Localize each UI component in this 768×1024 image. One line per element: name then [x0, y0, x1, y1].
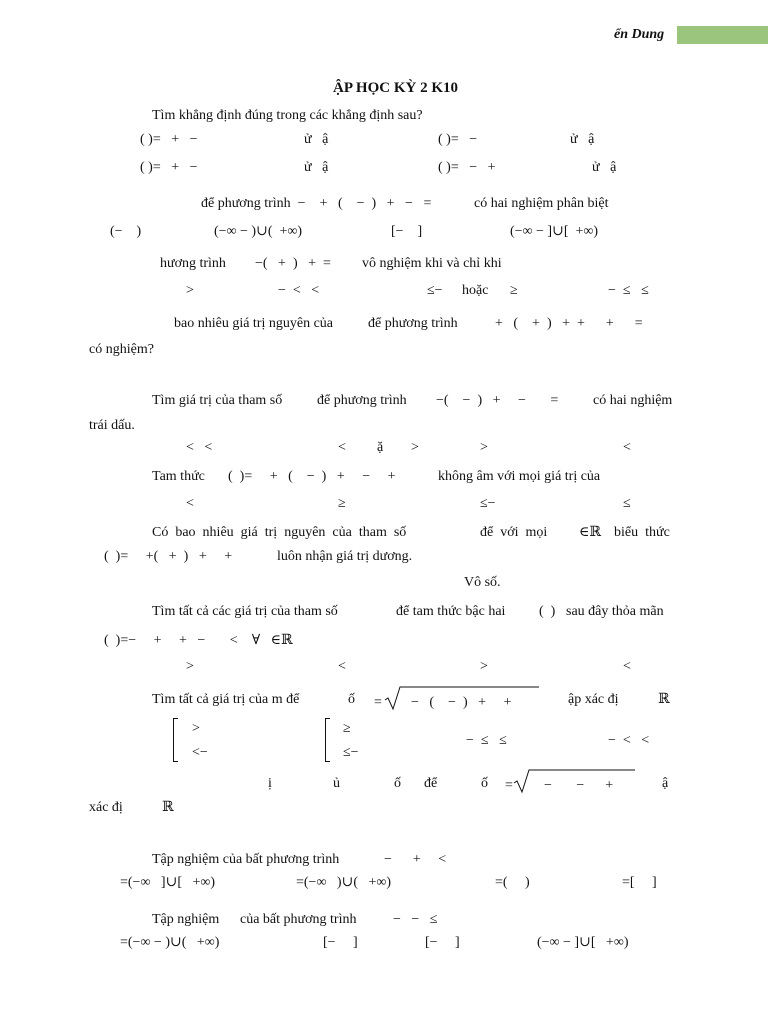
q8-option-b: < [338, 659, 346, 674]
q4-stem-equation: + ( + ) + + + = [495, 316, 643, 331]
q5-stem-equation: −( − ) + − = [436, 393, 559, 408]
q10-stem-radicand: − − + [544, 778, 614, 793]
q5-option-c: > [480, 440, 488, 455]
q11-stem-a: Tập nghiệm của bất phương trình [152, 852, 340, 867]
q10-stem-h: ậ [662, 776, 669, 791]
q4-stem-b: để phương trình [368, 316, 458, 331]
q7-stem-equation: ( )= +( + ) + + [104, 549, 233, 564]
q3-stem-a: hương trình [160, 256, 226, 271]
q5-stem-a: Tìm giá trị của tham số [152, 393, 283, 408]
q5-option-b3: > [411, 440, 419, 455]
page-title: ẬP HỌC KỲ 2 K10 [333, 80, 459, 96]
q1-option-b: ( )= − [438, 132, 478, 147]
q9-stem-f: ℝ [658, 692, 670, 707]
q5-option-b1: < [338, 440, 346, 455]
q5-stem-e: trái dấu. [89, 418, 135, 433]
q12-option-a: =(−∞ − )∪( +∞) [120, 935, 220, 950]
q10-stem-e: ố [481, 776, 488, 791]
q12-option-c: [− ] [425, 935, 460, 950]
q3-option-b: − < < [278, 283, 320, 298]
q6-option-a: < [186, 496, 194, 511]
q7-option-d: Vô số. [464, 575, 501, 590]
q8-option-c: > [480, 659, 488, 674]
q6-option-d: ≤ [623, 496, 631, 511]
q8-stem-a: Tìm tất cả các giá trị của tham số [152, 604, 338, 619]
q3-stem-c: vô nghiệm khi và chỉ khi [362, 256, 502, 271]
q3-option-a: > [186, 283, 194, 298]
q7-stem-f: luôn nhận giá trị dương. [277, 549, 413, 564]
q9-stem-c: = [374, 695, 382, 710]
q11-stem-inequality: − + < [384, 852, 447, 867]
q7-stem-b: để với mọi [480, 525, 548, 540]
q9-stem-b: ố [348, 692, 355, 707]
q7-stem-d: biểu thức [614, 525, 670, 540]
q10-stem-c: ố [394, 776, 401, 791]
q6-stem-a: Tam thức [152, 469, 205, 484]
q8-stem-c: ( ) [539, 604, 556, 619]
q8-option-a: > [186, 659, 194, 674]
q1-option-c-tail: ử ậ [304, 160, 329, 175]
q5-option-a: < < [186, 440, 213, 455]
q6-option-c: ≤− [480, 496, 496, 511]
q11-option-b: =(−∞ )∪( +∞) [296, 875, 392, 890]
q5-option-b2: ặ [377, 440, 384, 455]
q9-stem-radicand: − ( − ) + + [411, 695, 512, 710]
q3-stem-equation: −( + ) + = [255, 256, 331, 271]
q9-option-a-bracket [173, 718, 178, 762]
q6-stem-c: không âm với mọi giá trị của [438, 469, 601, 484]
q1-option-c: ( )= + − [140, 160, 198, 175]
q12-option-b: [− ] [323, 935, 358, 950]
header-author: ển Dung [614, 27, 665, 42]
q2-option-c: [− ] [391, 224, 423, 239]
q3-option-c2: hoặc [462, 283, 489, 298]
q2-stem-equation: để phương trình − + ( − ) + − = [201, 196, 432, 211]
q10-stem-f: = [505, 778, 513, 793]
q9-option-a-line1: > [192, 721, 200, 736]
q7-stem-a: Có bao nhiêu giá trị nguyên của tham số [152, 525, 407, 540]
q2-option-d: (−∞ − ]∪[ +∞) [510, 224, 599, 239]
q5-stem-b: để phương trình [317, 393, 407, 408]
q8-stem-d: sau đây thỏa mãn [566, 604, 664, 619]
q8-stem-equation: ( )=− + + − < ∀ ∈ℝ [104, 633, 293, 648]
q7-stem-c: ∈ℝ [579, 525, 601, 540]
q9-option-b-line1: ≥ [343, 721, 351, 736]
q11-option-d: =[ ] [622, 875, 657, 890]
q9-option-b-bracket [325, 718, 330, 762]
q8-option-d: < [623, 659, 631, 674]
q6-option-b: ≥ [338, 496, 346, 511]
q5-option-d: < [623, 440, 631, 455]
q2-option-b: (−∞ − )∪( +∞) [214, 224, 303, 239]
q9-stem-a: Tìm tất cả giá trị của m để [152, 692, 300, 707]
q10-stem-i: xác đị [89, 800, 123, 815]
q4-stem-a: bao nhiêu giá trị nguyên của [174, 316, 334, 331]
q5-stem-d: có hai nghiệm [593, 393, 673, 408]
q11-option-c: =( ) [495, 875, 530, 890]
q3-option-d: − ≤ ≤ [608, 283, 649, 298]
q1-option-b-tail: ử ậ [570, 132, 595, 147]
q9-option-b-line2: ≤− [343, 745, 359, 760]
q2-stem-text: có hai nghiệm phân biệt [474, 196, 609, 211]
header-accent-bar [677, 26, 768, 44]
q12-stem-b: của bất phương trình [240, 912, 357, 927]
q6-stem-equation: ( )= + ( − ) + − + [228, 469, 396, 484]
q1-stem: Tìm khẳng định đúng trong các khẳng định sau? [152, 108, 423, 123]
q10-stem-a: ị [268, 776, 272, 791]
q9-option-c: − ≤ ≤ [466, 733, 507, 748]
q9-option-d: − < < [608, 733, 650, 748]
q8-stem-b: để tam thức bậc hai [396, 604, 506, 619]
q4-stem-d: có nghiệm? [89, 342, 154, 357]
q2-option-a: (− ) [110, 224, 142, 239]
q9-option-a-line2: <− [192, 745, 208, 760]
q1-option-a-tail: ử ậ [304, 132, 329, 147]
q11-option-a: =(−∞ ]∪[ +∞) [120, 875, 216, 890]
q12-stem-inequality: − − ≤ [393, 912, 438, 927]
q1-option-d: ( )= − + [438, 160, 496, 175]
q3-option-c1: ≤− [427, 283, 443, 298]
q10-stem-j: ℝ [162, 800, 174, 815]
q3-option-c3: ≥ [510, 283, 518, 298]
q1-option-a: ( )= + − [140, 132, 198, 147]
q12-stem-a: Tập nghiệm [152, 912, 220, 927]
q9-stem-e: ập xác đị [568, 692, 619, 707]
q1-option-d-tail: ử ậ [592, 160, 617, 175]
q10-stem-d: để [424, 776, 438, 791]
q12-option-d: (−∞ − ]∪[ +∞) [537, 935, 629, 950]
q10-stem-b: ủ [333, 776, 340, 791]
